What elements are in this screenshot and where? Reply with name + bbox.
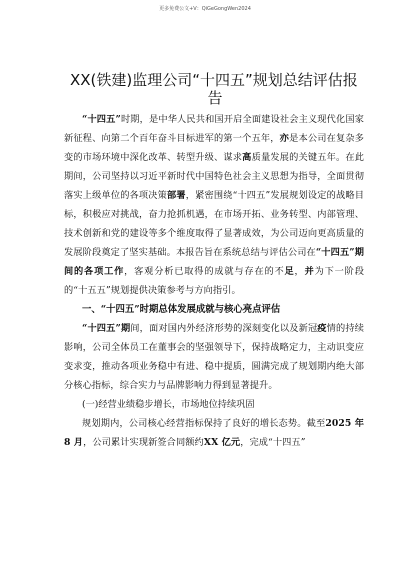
text-run: ，公司累计实现新签合同额约 bbox=[83, 437, 204, 448]
bold-term: 足 bbox=[284, 266, 295, 277]
text-run: ， bbox=[294, 266, 305, 277]
top-note: 更多免费公文+V：QiGeGongWen2024 bbox=[159, 6, 251, 12]
document-title bbox=[70, 71, 360, 107]
bold-term: 部署 bbox=[167, 190, 186, 201]
bold-term: “十四五” bbox=[82, 114, 121, 125]
text-run: 是本公司在复杂多变的市场环境中深化改革、转型升级、谋求 bbox=[64, 133, 364, 163]
paragraph-intro bbox=[64, 110, 364, 300]
paragraph-performance bbox=[64, 414, 364, 452]
section-heading: 一、“十四五”时期总体发展成就与核心亮点评估 bbox=[82, 304, 281, 315]
text-run: 间，面对国内外经济形势的深刻变化以及新冠 bbox=[130, 323, 318, 334]
text-run: 时期，是中华人民共和国开启全面建设社会主义现代化国家新征程、向第二个百年奋斗目标进军的第一个五年， bbox=[64, 114, 364, 144]
title-line-1: XX(铁建)监理公司“十四五”规划总结评估报 bbox=[70, 71, 358, 89]
bold-term: “十四五”期 bbox=[82, 323, 131, 334]
text-run: ，完成“十四五” bbox=[240, 437, 306, 448]
paragraph-achievements bbox=[64, 319, 364, 395]
bold-term: 疫 bbox=[317, 323, 327, 334]
bold-term: 并 bbox=[304, 266, 315, 277]
title-line-2: 告 bbox=[207, 89, 223, 107]
text-run: 为下一阶段的“十五五”规划提供决策参考与方向指引。 bbox=[64, 266, 364, 296]
bold-term: 亦 bbox=[279, 133, 290, 144]
subsection-heading: (一)经营业绩稳步增长，市场地位持续巩固 bbox=[82, 399, 255, 410]
text-run: 质量发展的关键五年。在此期间，公司坚持以习近平新时代中国特色社会主义思想为指导，全面贯彻落实上级单位的各项决策 bbox=[64, 152, 364, 201]
bold-term: 2025 年 8 月 bbox=[64, 418, 364, 448]
text-run: ，紧密围绕“十四五”发展规划设定的战略目标，积极应对挑战，奋力抢抓机遇，在市场开拓、业务转型、内部管理、技术创新和党的建设等多个维度取得了显著成效，为公司迈向更高质量的发展阶段奠定了坚实基础。本报告旨在系统总结与评估公司在 bbox=[64, 190, 364, 258]
text-run: 情的持续影响，公司全体员工在董事会的坚强领导下，保持战略定力，主动识变应变求变，推动各项业务稳中有进、稳中提质，圆满完成了规划期内绝大部分核心指标，综合实力与品牌影响力得到显著提升。 bbox=[64, 323, 364, 391]
text-run: 规划期内，公司核心经营指标保持了良好的增长态势。截至 bbox=[82, 418, 326, 429]
bold-term: XX 亿元 bbox=[203, 437, 241, 448]
text-run: ，客观分析已取得的成就与存在的不 bbox=[124, 266, 285, 277]
document-body bbox=[64, 110, 364, 452]
bold-term: 高 bbox=[242, 152, 252, 163]
bold-term: “十四五”期间的各项工作 bbox=[64, 247, 364, 277]
